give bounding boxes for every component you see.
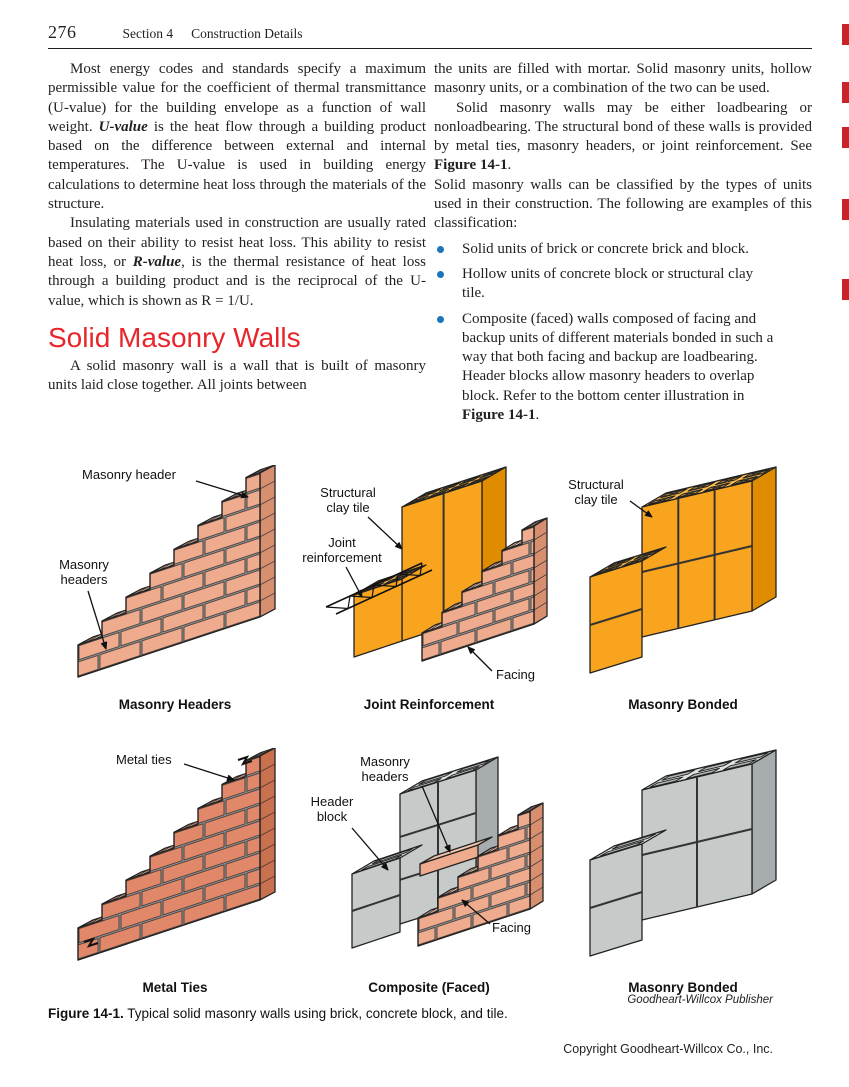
copyright-line: Copyright Goodheart-Willcox Co., Inc. bbox=[563, 1042, 773, 1056]
figure-label: Structural clay tile bbox=[320, 485, 376, 515]
figure-label: Masonry headers bbox=[360, 754, 410, 784]
body-text bbox=[48, 60, 812, 425]
figure-cell-composite-faced bbox=[302, 748, 556, 995]
bullet-icon bbox=[437, 271, 444, 278]
edge-tab bbox=[842, 127, 849, 148]
figure-cell-joint-reinforcement bbox=[302, 465, 556, 712]
edge-tab bbox=[842, 24, 849, 45]
right-column bbox=[434, 60, 812, 425]
list-item: Hollow units of concrete block or structural clay tile. bbox=[434, 265, 812, 304]
figure-cell-metal-ties bbox=[48, 748, 302, 995]
masonry-bonded-block-illustration bbox=[556, 748, 810, 976]
page-number: 276 bbox=[48, 22, 77, 42]
page-title: Solid Masonry Walls bbox=[48, 321, 301, 353]
figure-caption: Masonry Bonded bbox=[628, 980, 738, 995]
figure-cell-masonry-bonded-tile bbox=[556, 465, 810, 712]
section-label: Section 4 bbox=[122, 26, 174, 41]
metal-ties-illustration bbox=[48, 748, 302, 976]
list-item: Composite (faced) walls composed of facing and backup units of different materials bonded in such a way that both facing and backup are loadbearing. Header blocks allow masonry headers to overlap block. Refer to the bottom center illustration in Figure 14-1. bbox=[434, 310, 812, 426]
bullet-icon bbox=[437, 316, 444, 323]
paragraph: Insulating materials used in construction are usually rated based on their ability to resist heat loss. This ability to resist heat loss, or R-value, is the thermal resistance of heat loss through a building product and is the reciprocal of the U-value, which is shown as R = 1/U. bbox=[48, 215, 426, 309]
paragraph: A solid masonry wall is a wall that is built of masonry units laid close together. All joints between bbox=[48, 358, 426, 394]
figure-caption: Metal Ties bbox=[142, 980, 208, 995]
figure-label: Metal ties bbox=[116, 752, 172, 767]
paragraph: Solid masonry walls can be classified by the types of units used in their construction. The following are examples of this classification: bbox=[434, 176, 812, 232]
edge-tab bbox=[842, 199, 849, 220]
list-item: Solid units of brick or concrete brick and block. bbox=[434, 240, 812, 259]
figure-label: Facing bbox=[496, 667, 536, 682]
paragraph: Most energy codes and standards specify a maximum permissible value for the coefficient of thermal transmittance (U-value) for the building envelope as a function of wall weight. U-value is the heat flow through a building product based on the difference between external and internal temperatures. The U-value is used in building energy calculations to determine heat loss through the materials of the structure. bbox=[48, 61, 427, 213]
paragraph: Solid masonry walls may be either loadbearing or nonloadbearing. The structural bond of these walls is provided by metal ties, masonry headers, or joint reinforcement. See Figure 14-1. bbox=[434, 99, 812, 174]
figure-caption: Composite (Faced) bbox=[368, 980, 490, 995]
publisher-credit: Goodheart-Willcox Publisher bbox=[627, 994, 773, 1006]
composite-faced-illustration bbox=[302, 748, 556, 976]
paragraph: the units are filled with mortar. Solid masonry units, hollow masonry units, or a combination of the two can be used. bbox=[434, 61, 812, 97]
running-head bbox=[48, 22, 812, 49]
edge-tab bbox=[842, 279, 849, 300]
figure-cell-masonry-headers bbox=[48, 465, 302, 712]
figure-label: Masonry header bbox=[82, 467, 176, 482]
figure-label: Joint reinforcement bbox=[302, 535, 382, 565]
figure-label: Facing bbox=[492, 920, 532, 935]
figure-caption: Masonry Headers bbox=[118, 697, 232, 712]
left-column bbox=[48, 60, 426, 425]
figure-label: Structural clay tile bbox=[568, 477, 624, 507]
figure-label: Masonry headers bbox=[59, 557, 109, 587]
figure-caption-line: Figure 14-1. Typical solid masonry walls using brick, concrete block, and tile. bbox=[48, 1006, 508, 1021]
figure-caption: Masonry Bonded bbox=[628, 697, 738, 712]
section-title: Construction Details bbox=[191, 26, 303, 41]
figure-14-1 bbox=[48, 465, 810, 995]
figure-label: Header block bbox=[310, 794, 354, 824]
figure-caption: Joint Reinforcement bbox=[363, 697, 495, 712]
figure-cell-masonry-bonded-block bbox=[556, 748, 810, 995]
edge-tab bbox=[842, 82, 849, 103]
bullet-icon bbox=[437, 246, 444, 253]
